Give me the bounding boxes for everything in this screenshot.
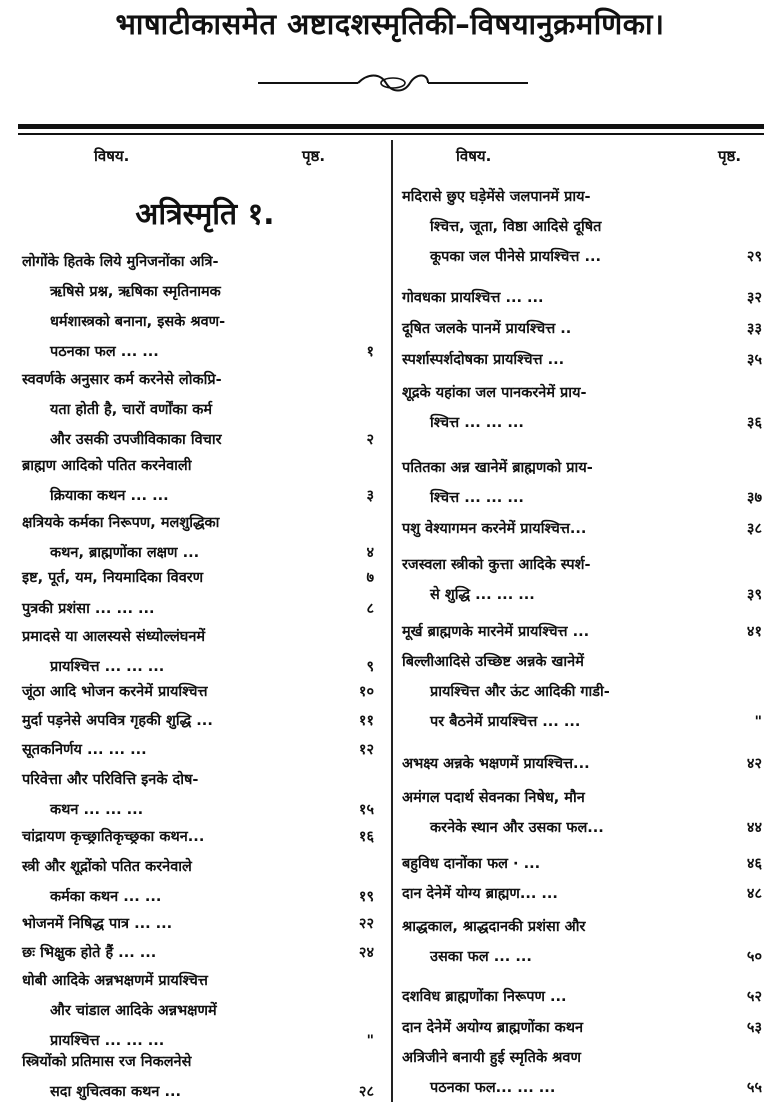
entry-line: स्ववर्णके अनुसार कर्म करनेसे लोकप्रि- bbox=[22, 372, 222, 388]
index-entry bbox=[402, 514, 762, 544]
page-number: १ bbox=[366, 344, 374, 360]
entry-text: बहुविध दानोंका फल · ... bbox=[402, 856, 541, 872]
entry-line: धर्मशास्त्रको बनाना, इसके श्रवण- bbox=[50, 314, 226, 330]
page-number: ५५ bbox=[746, 1080, 762, 1096]
entry-text: मुर्दा पड़नेसे अपवित्र गृहकी शुद्धि ... bbox=[22, 713, 213, 729]
entry-text: प्रायश्चित्त ... ... ... bbox=[50, 659, 165, 675]
entry-text: प्रायश्चित्त ... ... ... bbox=[50, 1033, 165, 1049]
index-entry bbox=[402, 182, 762, 272]
entry-text: से शुद्धि ... ... ... bbox=[430, 587, 535, 603]
header-rule-thick bbox=[18, 124, 764, 129]
index-entry bbox=[402, 617, 762, 647]
index-entry bbox=[22, 1047, 374, 1107]
entry-text: कर्मका कथन ... ... bbox=[50, 889, 162, 905]
entry-line bbox=[22, 735, 374, 765]
entry-line bbox=[22, 337, 374, 367]
entry-text: दान देनेमें योग्य ब्राह्मण... ... bbox=[402, 886, 558, 902]
entry-line: मदिरासे छुए घड़ेमेंसे जलपानमें प्राय- bbox=[402, 189, 591, 205]
entry-line: शूद्रके यहांका जल पानकरनेमें प्राय- bbox=[402, 385, 587, 401]
entry-line: ऋषिसे प्रश्न, ऋषिका स्मृतिनामक bbox=[50, 284, 221, 300]
index-entry bbox=[22, 966, 374, 1056]
entry-text: दशविध ब्राह्मणोंका निरूपण ... bbox=[402, 989, 567, 1005]
page-number: ३८ bbox=[746, 521, 762, 537]
entry-line: स्त्री और शूद्रोंको पतित करनेवाले bbox=[22, 859, 192, 875]
entry-line bbox=[402, 813, 762, 843]
index-entry bbox=[402, 783, 762, 843]
entry-line bbox=[22, 909, 374, 939]
entry-text: इष्ट, पूर्त, यम, नियमादिका विवरण bbox=[22, 570, 204, 586]
entry-text: कथन, ब्राह्मणोंका लक्षण ... bbox=[50, 545, 200, 561]
page-number: ३ bbox=[366, 488, 374, 504]
left-page-header: पृष्ठ. bbox=[302, 147, 326, 165]
page-number: ८ bbox=[366, 601, 374, 617]
page-number: ५३ bbox=[746, 1020, 762, 1036]
index-entry bbox=[22, 852, 374, 912]
index-entry bbox=[402, 453, 762, 513]
index-entry bbox=[402, 550, 762, 610]
page-number: ४ bbox=[366, 545, 374, 561]
entry-line bbox=[22, 938, 374, 968]
entry-line bbox=[22, 795, 374, 825]
page-number: ३२ bbox=[746, 290, 762, 306]
entry-line: श्राद्धकाल, श्राद्धदानकी प्रशंसा और bbox=[402, 919, 586, 935]
entry-line bbox=[402, 242, 762, 272]
page-number: २२ bbox=[358, 916, 374, 932]
page-number: ४१ bbox=[746, 624, 762, 640]
page-number: १२ bbox=[358, 742, 374, 758]
entry-text: जूंठा आदि भोजन करनेमें प्रायश्चित्त bbox=[22, 684, 208, 700]
entry-line bbox=[402, 879, 762, 909]
index-entry bbox=[402, 345, 762, 375]
page-number: ४८ bbox=[746, 886, 762, 902]
entry-line bbox=[402, 942, 762, 972]
entry-text: पुत्रकी प्रशंसा ... ... ... bbox=[22, 601, 155, 617]
entry-line: अत्रिजीने बनायी हुई स्मृतिके श्रवण bbox=[402, 1050, 581, 1066]
page-title: भाषाटीकासमेत अष्टादशस्मृतिकी–विषयानुक्रमणिका। bbox=[115, 7, 665, 41]
page-number: ३७ bbox=[746, 490, 762, 506]
entry-text: उसका फल ... ... bbox=[430, 949, 532, 965]
entry-line bbox=[22, 481, 374, 511]
entry-line bbox=[22, 822, 374, 852]
entry-text: स्पर्शास्पर्शदोषका प्रायश्चित्त ... bbox=[402, 352, 565, 368]
index-entry bbox=[402, 378, 762, 438]
entry-line: प्रायश्चित्त और ऊंट आदिकी गाडी- bbox=[430, 684, 610, 700]
header-rule-thin bbox=[18, 133, 764, 135]
entry-line bbox=[22, 677, 374, 707]
entry-text: श्चित्त ... ... ... bbox=[430, 490, 524, 506]
entry-line bbox=[402, 617, 762, 647]
index-entry bbox=[22, 365, 374, 455]
entry-text: श्चित्त ... ... ... bbox=[430, 415, 524, 431]
entry-line bbox=[402, 580, 762, 610]
entry-line bbox=[22, 1077, 374, 1107]
index-entry bbox=[22, 938, 374, 968]
page-number: ५० bbox=[746, 949, 762, 965]
entry-text: कथन ... ... ... bbox=[50, 802, 144, 818]
entry-line: प्रमादसे या आलस्यसे संध्योल्लंघनमें bbox=[22, 629, 206, 645]
page-number: १९ bbox=[358, 889, 374, 905]
page-number: " bbox=[366, 1033, 374, 1049]
entry-text: दान देनेमें अयोग्य ब्राह्मणोंका कथन bbox=[402, 1020, 584, 1036]
entry-text: मूर्ख ब्राह्मणके मारनेमें प्रायश्चित्त ... bbox=[402, 624, 590, 640]
index-entry bbox=[402, 1013, 762, 1043]
index-entry bbox=[402, 283, 762, 313]
left-subject-header: विषय. bbox=[94, 147, 130, 165]
entry-line bbox=[402, 314, 762, 344]
entry-line bbox=[22, 563, 374, 593]
index-entry bbox=[402, 314, 762, 344]
entry-line bbox=[402, 345, 762, 375]
entry-text: भोजनमें निषिद्ध पात्र ... ... bbox=[22, 916, 173, 932]
index-entry bbox=[22, 909, 374, 939]
page-number: २९ bbox=[746, 249, 762, 265]
index-entry bbox=[402, 912, 762, 972]
entry-line bbox=[402, 483, 762, 513]
entry-line: और चांडाल आदिके अन्नभक्षणमें bbox=[50, 1003, 217, 1019]
entry-text: पठनका फल ... ... bbox=[50, 344, 159, 360]
page-number: १० bbox=[358, 684, 374, 700]
index-entry bbox=[22, 594, 374, 624]
page-number: ३५ bbox=[746, 352, 762, 368]
entry-line bbox=[402, 514, 762, 544]
index-entry bbox=[22, 706, 374, 736]
entry-text: गोवधका प्रायश्चित्त ... ... bbox=[402, 290, 544, 306]
entry-text: और उसकी उपजीविकाका विचार bbox=[50, 432, 222, 448]
page-number: ४२ bbox=[746, 756, 762, 772]
index-entry bbox=[22, 765, 374, 825]
entry-line: लोगोंके हितके लिये मुनिजनोंका अत्रि- bbox=[22, 254, 219, 270]
index-entry bbox=[402, 849, 762, 879]
page-number: ७ bbox=[366, 570, 374, 586]
entry-line bbox=[402, 1013, 762, 1043]
page-number: ५२ bbox=[746, 989, 762, 1005]
entry-line bbox=[402, 982, 762, 1012]
entry-text: दूषित जलके पानमें प्रायश्चित्त .. bbox=[402, 321, 572, 337]
entry-text: सूतकनिर्णय ... ... ... bbox=[22, 742, 147, 758]
entry-text: अभक्ष्य अन्नके भक्षणमें प्रायश्चित्त... bbox=[402, 756, 590, 772]
entry-text: छः भिक्षुक होते हैं ... ... bbox=[22, 945, 157, 961]
right-subject-header: विषय. bbox=[456, 147, 492, 165]
index-entry bbox=[22, 677, 374, 707]
column-divider bbox=[391, 140, 393, 1102]
entry-line: श्चित्त, जूता, विष्ठा आदिसे दूषित bbox=[430, 219, 602, 235]
entry-text: चांद्रायण कृच्छ्रातिकृच्छ्रका कथन... bbox=[22, 829, 205, 845]
page-number: ३६ bbox=[746, 415, 762, 431]
entry-text: कूपका जल पीनेसे प्रायश्चित्त ... bbox=[430, 249, 601, 265]
index-entry bbox=[22, 451, 374, 511]
page-number: १५ bbox=[358, 802, 374, 818]
page-number: " bbox=[754, 714, 762, 730]
entry-text: पठनका फल... ... ... bbox=[430, 1080, 556, 1096]
entry-line bbox=[402, 408, 762, 438]
page-number: ३९ bbox=[746, 587, 762, 603]
section-title: अत्रिस्मृति १. bbox=[135, 197, 275, 232]
index-entry bbox=[402, 1043, 762, 1103]
page-number: ४६ bbox=[746, 856, 762, 872]
page-number: ३३ bbox=[746, 321, 762, 337]
entry-line: स्त्रियोंको प्रतिमास रज निकलनेसे bbox=[22, 1054, 192, 1070]
ornament-divider bbox=[258, 70, 528, 96]
entry-text: करनेके स्थान और उसका फल... bbox=[430, 820, 604, 836]
page-number: २४ bbox=[358, 945, 374, 961]
index-entry bbox=[22, 247, 374, 367]
index-entry bbox=[22, 822, 374, 852]
entry-line: पतितका अन्न खानेमें ब्राह्मणको प्राय- bbox=[402, 460, 593, 476]
entry-line bbox=[22, 594, 374, 624]
page-number: २८ bbox=[358, 1084, 374, 1100]
entry-line: परिवेत्ता और परिवित्ति इनके दोष- bbox=[22, 772, 199, 788]
entry-line bbox=[402, 707, 762, 737]
entry-line bbox=[402, 283, 762, 313]
index-entry bbox=[402, 647, 762, 737]
entry-line: ब्राह्मण आदिको पतित करनेवाली bbox=[22, 458, 192, 474]
entry-line: क्षत्रियके कर्मका निरूपण, मलशुद्धिका bbox=[22, 515, 220, 531]
entry-line bbox=[402, 849, 762, 879]
entry-text: सदा शुचित्वका कथन ... bbox=[50, 1084, 181, 1100]
index-entry bbox=[402, 749, 762, 779]
entry-line bbox=[22, 882, 374, 912]
index-entry bbox=[22, 563, 374, 593]
page-number: ४४ bbox=[746, 820, 762, 836]
entry-text: पशु वेश्यागमन करनेमें प्रायश्चित्त... bbox=[402, 521, 587, 537]
index-entry bbox=[402, 982, 762, 1012]
entry-line bbox=[402, 749, 762, 779]
entry-line: यता होती है, चारों वर्णोंका कर्म bbox=[50, 402, 213, 418]
page-number: २ bbox=[366, 432, 374, 448]
entry-line: बिल्लीआदिसे उच्छिष्ट अन्नके खानेमें bbox=[402, 654, 584, 670]
page-number: ९ bbox=[366, 659, 374, 675]
index-entry bbox=[22, 622, 374, 682]
entry-line: रजस्वला स्त्रीको कुत्ता आदिके स्पर्श- bbox=[402, 557, 591, 573]
entry-text: पर बैठनेमें प्रायश्चित्त ... ... bbox=[430, 714, 581, 730]
entry-line: धोबी आदिके अन्नभक्षणमें प्रायश्चित्त bbox=[22, 973, 208, 989]
index-entry bbox=[402, 879, 762, 909]
entry-line bbox=[402, 1073, 762, 1103]
page-number: १६ bbox=[358, 829, 374, 845]
entry-line: अमंगल पदार्थ सेवनका निषेध, मौन bbox=[402, 790, 585, 806]
index-entry bbox=[22, 508, 374, 568]
entry-text: क्रियाका कथन ... ... bbox=[50, 488, 169, 504]
index-entry bbox=[22, 735, 374, 765]
right-page-header: पृष्ठ. bbox=[718, 147, 742, 165]
entry-line bbox=[22, 706, 374, 736]
page-number: ११ bbox=[358, 713, 374, 729]
